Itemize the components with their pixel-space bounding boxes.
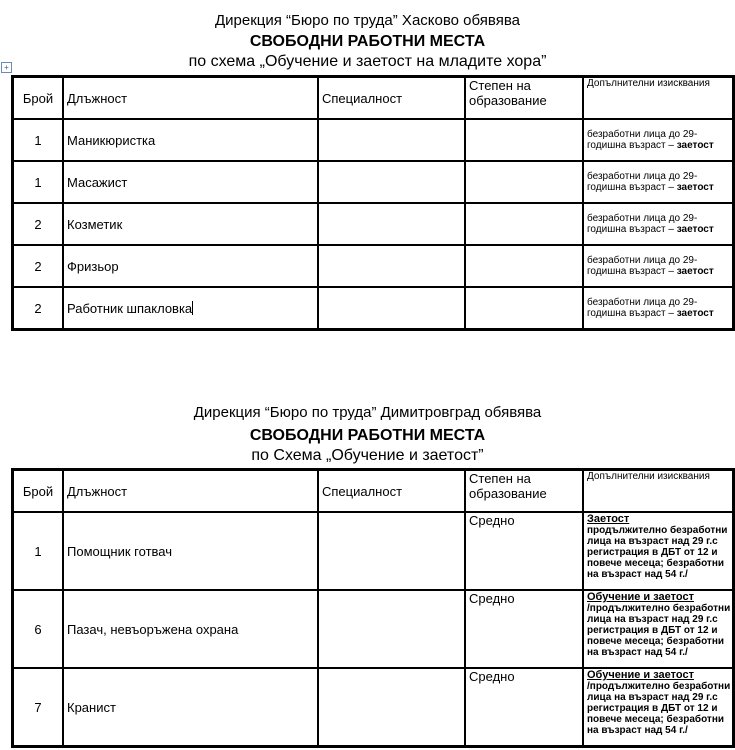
row-education: Средно xyxy=(465,668,583,746)
table-move-handle-icon[interactable]: + xyxy=(1,62,12,73)
row-education xyxy=(465,245,583,287)
header-count: Брой xyxy=(13,470,63,512)
section2-vacancies-table xyxy=(11,468,735,748)
header-count: Брой xyxy=(13,77,63,119)
row-education xyxy=(465,287,583,329)
row-requirements xyxy=(583,668,733,746)
req-text: безработни лица до 29-годишна възраст – xyxy=(587,297,698,319)
section2-title: СВОБОДНИ РАБОТНИ МЕСТА xyxy=(249,427,486,444)
req-scheme: заетост xyxy=(676,224,714,235)
row-count: 7 xyxy=(13,668,63,746)
req-scheme-title: Обучение и заетост xyxy=(587,669,694,681)
header-position: Длъжност xyxy=(63,77,318,119)
req-scheme: заетост xyxy=(676,266,714,277)
req-text: /продължително безработни лица на възраст над 29 г.с регистрация в ДБТ от 12 и повече месеца; безработни на възраст над 54 г./ xyxy=(587,603,731,658)
row-count: 2 xyxy=(13,203,63,245)
row-count: 1 xyxy=(13,512,63,590)
row-position: Фризьор xyxy=(63,245,318,287)
header-education: Степен на образование xyxy=(465,77,583,119)
row-education: Средно xyxy=(465,590,583,668)
header-requirements: Допълнителни изисквания xyxy=(583,470,733,512)
section1-office-line: Дирекция “Бюро по труда” Хасково обявява xyxy=(215,12,520,29)
row-position: Пазач, невъоръжена охрана xyxy=(63,590,318,668)
row-specialty xyxy=(318,119,465,161)
row-specialty xyxy=(318,512,465,590)
header-requirements: Допълнителни изисквания xyxy=(583,77,733,119)
table-row xyxy=(13,512,733,590)
req-scheme: заетост xyxy=(676,182,714,193)
req-text: продължително безработни лица на възраст над 29 г.с регистрация в ДБТ от 12 и повече месеца; безработни на възраст над 54 г./ xyxy=(587,525,728,580)
row-education xyxy=(465,203,583,245)
req-scheme: заетост xyxy=(676,140,714,151)
row-specialty xyxy=(318,287,465,329)
row-requirements xyxy=(583,161,733,203)
row-requirements xyxy=(583,203,733,245)
row-requirements xyxy=(583,245,733,287)
row-specialty xyxy=(318,203,465,245)
table-row xyxy=(13,287,733,329)
row-position-editing[interactable] xyxy=(63,287,318,329)
req-text: безработни лица до 29-годишна възраст – xyxy=(587,255,698,277)
section1-vacancies-table xyxy=(11,75,735,331)
req-text: безработни лица до 29-годишна възраст – xyxy=(587,171,698,193)
table-row xyxy=(13,119,733,161)
req-text: /продължително безработни лица на възраст над 29 г.с регистрация в ДБТ от 12 и повече месеца; безработни на възраст над 54 г./ xyxy=(587,681,731,736)
header-education: Степен на образование xyxy=(465,470,583,512)
row-specialty xyxy=(318,245,465,287)
section2-scheme-line: по Схема „Обучение и заетост” xyxy=(251,447,484,464)
row-position: Работник шпакловка xyxy=(67,300,193,316)
table-header-row xyxy=(13,470,733,512)
section1-title: СВОБОДНИ РАБОТНИ МЕСТА xyxy=(249,33,486,50)
table-header-row xyxy=(13,77,733,119)
section2-office-line: Дирекция “Бюро по труда” Димитровград обявява xyxy=(193,404,542,421)
row-requirements xyxy=(583,119,733,161)
row-position: Козметик xyxy=(63,203,318,245)
header-specialty: Специалност xyxy=(318,77,465,119)
req-scheme-title: Заетост xyxy=(587,513,630,525)
text-cursor xyxy=(192,301,193,315)
row-specialty xyxy=(318,161,465,203)
row-position: Кранист xyxy=(63,668,318,746)
row-specialty xyxy=(318,668,465,746)
table-row xyxy=(13,245,733,287)
req-text: безработни лица до 29-годишна възраст – xyxy=(587,213,698,235)
table-row xyxy=(13,161,733,203)
row-position: Масажист xyxy=(63,161,318,203)
table-row xyxy=(13,590,733,668)
req-text: безработни лица до 29-годишна възраст – xyxy=(587,129,698,151)
row-position: Маникюристка xyxy=(63,119,318,161)
req-scheme: заетост xyxy=(676,308,714,319)
row-count: 2 xyxy=(13,245,63,287)
header-position: Длъжност xyxy=(63,470,318,512)
row-specialty xyxy=(318,590,465,668)
table-row xyxy=(13,203,733,245)
row-requirements xyxy=(583,590,733,668)
row-education xyxy=(465,161,583,203)
row-count: 6 xyxy=(13,590,63,668)
row-requirements xyxy=(583,512,733,590)
row-education: Средно xyxy=(465,512,583,590)
row-count: 1 xyxy=(13,119,63,161)
table-row xyxy=(13,668,733,746)
row-count: 1 xyxy=(13,161,63,203)
row-position: Помощник готвач xyxy=(63,512,318,590)
req-scheme-title: Обучение и заетост xyxy=(587,591,694,603)
section1-scheme-line: по схема „Обучение и заетост на младите хора” xyxy=(188,53,547,70)
header-specialty: Специалност xyxy=(318,470,465,512)
row-education xyxy=(465,119,583,161)
row-count: 2 xyxy=(13,287,63,329)
row-requirements xyxy=(583,287,733,329)
